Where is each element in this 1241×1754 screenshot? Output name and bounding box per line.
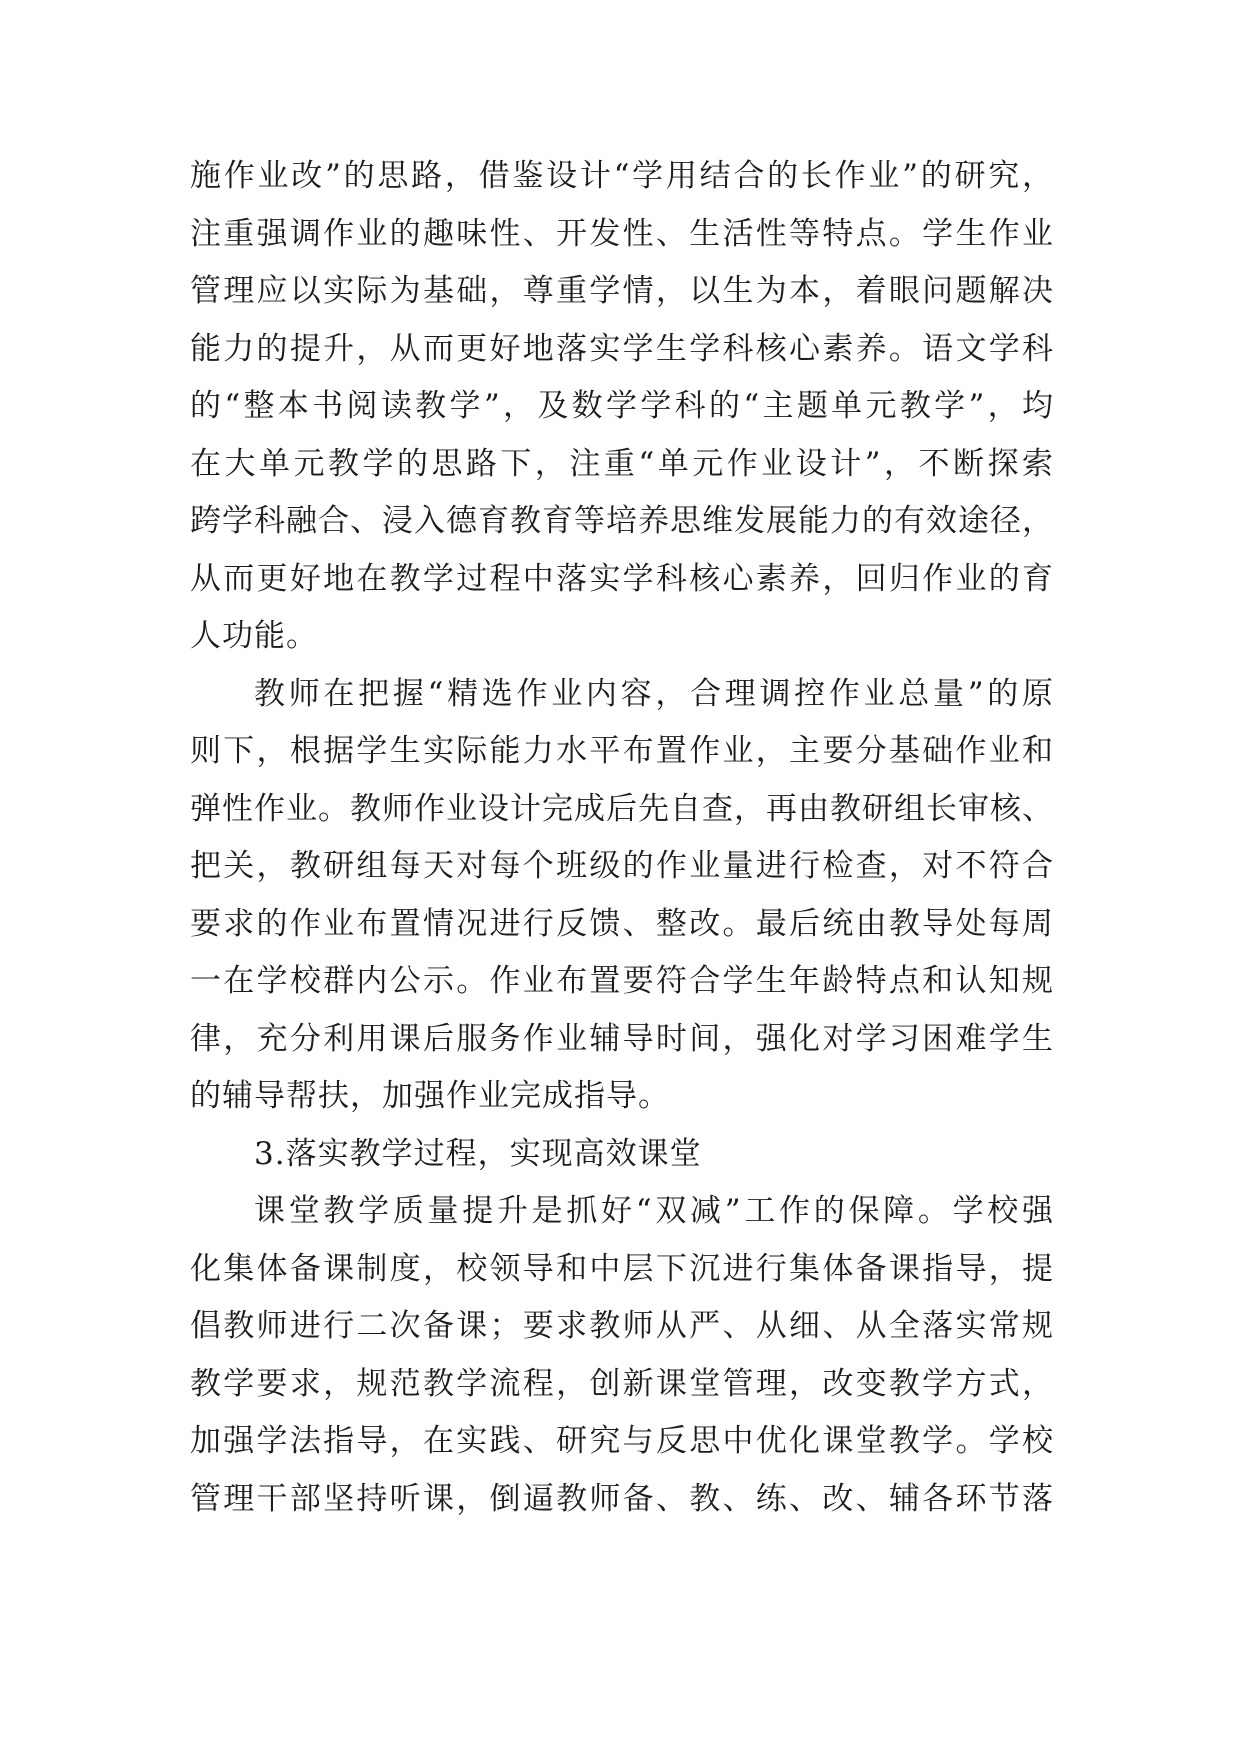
text-line: 把关，教研组每天对每个班级的作业量进行检查，对不符合 xyxy=(190,848,1054,884)
text-line: 管理应以实际为基础，尊重学情，以生为本，着眼问题解决 xyxy=(190,273,1054,309)
text-line: 要求的作业布置情况进行反馈、整改。最后统由教导处每周 xyxy=(190,905,1054,942)
text-line: 课堂教学质量提升是抓好“双减”工作的保障。学校强 xyxy=(254,1193,1054,1229)
text-line: 倡教师进行二次备课；要求教师从严、从细、从全落实常规 xyxy=(190,1308,1054,1344)
text-line: 一在学校群内公示。作业布置要符合学生年龄特点和认知规 xyxy=(190,963,1054,999)
text-line: 教学要求，规范教学流程，创新课堂管理，改变教学方式， xyxy=(190,1365,1054,1402)
document-body xyxy=(190,148,1054,1528)
text-line: 加强学法指导，在实践、研究与反思中优化课堂教学。学校 xyxy=(190,1423,1054,1459)
paragraph-3 xyxy=(190,1183,1054,1528)
paragraph-1 xyxy=(190,148,1054,666)
section-heading-text: 3.落实教学过程，实现高效课堂 xyxy=(254,1135,702,1172)
text-line: 在大单元教学的思路下，注重“单元作业设计”，不断探索 xyxy=(190,445,1054,482)
text-line: 则下，根据学生实际能力水平布置作业，主要分基础作业和 xyxy=(190,733,1054,769)
text-line: 施作业改”的思路，借鉴设计“学用结合的长作业”的研究， xyxy=(190,158,1054,194)
text-line: 教师在把握“精选作业内容，合理调控作业总量”的原 xyxy=(254,675,1054,712)
text-line: 人功能。 xyxy=(190,618,318,654)
text-line: 的辅导帮扶，加强作业完成指导。 xyxy=(190,1078,670,1114)
section-heading xyxy=(190,1126,1054,1184)
text-line: 的“整本书阅读教学”，及数学学科的“主题单元教学”，均 xyxy=(190,388,1054,424)
text-line: 跨学科融合、浸入德育教育等培养思维发展能力的有效途径， xyxy=(190,503,1054,539)
text-line: 能力的提升，从而更好地落实学生学科核心素养。语文学科 xyxy=(190,330,1054,367)
paragraph-2 xyxy=(190,666,1054,1126)
text-line: 律，充分利用课后服务作业辅导时间，强化对学习困难学生 xyxy=(190,1020,1054,1057)
text-line: 化集体备课制度，校领导和中层下沉进行集体备课指导，提 xyxy=(190,1250,1054,1287)
text-line: 从而更好地在教学过程中落实学科核心素养，回归作业的育 xyxy=(190,560,1054,597)
text-line: 注重强调作业的趣味性、开发性、生活性等特点。学生作业 xyxy=(190,215,1054,252)
text-line: 管理干部坚持听课，倒逼教师备、教、练、改、辅各环节落 xyxy=(190,1480,1054,1517)
text-line: 弹性作业。教师作业设计完成后先自查，再由教研组长审核、 xyxy=(190,790,1054,827)
